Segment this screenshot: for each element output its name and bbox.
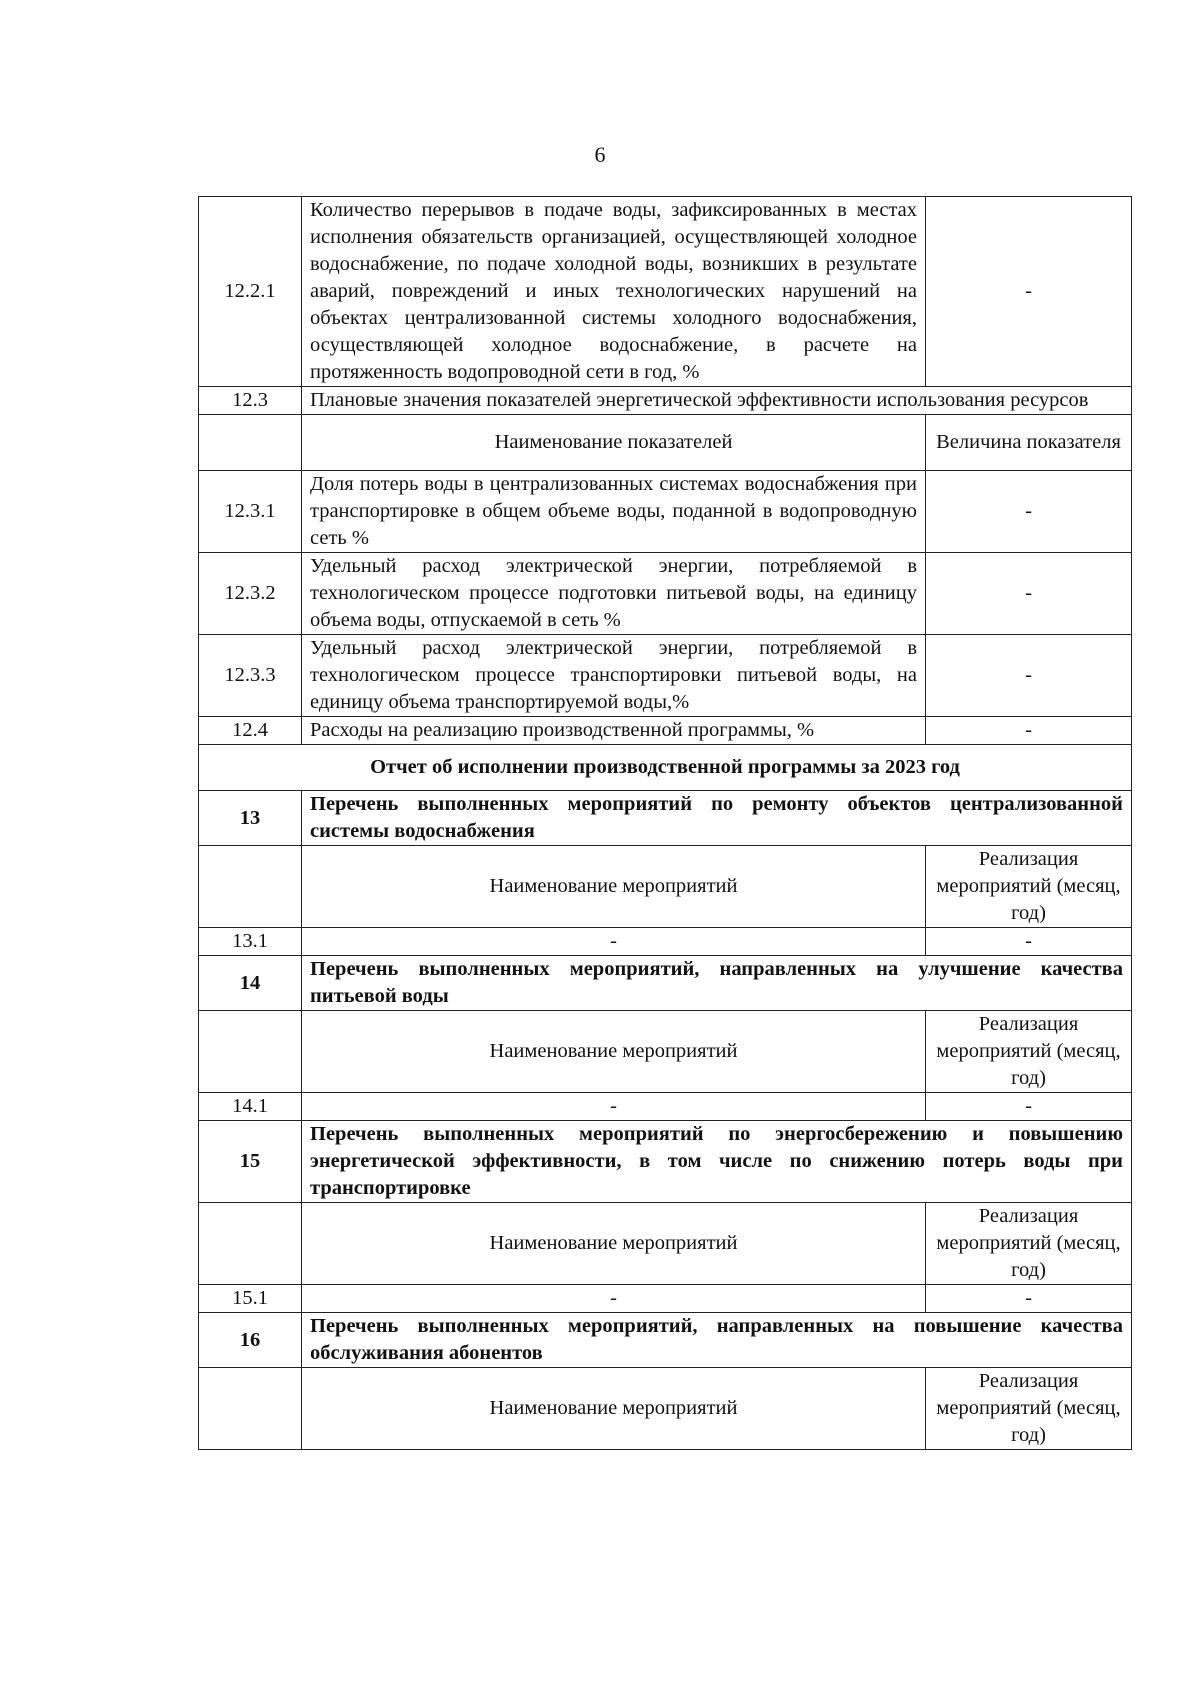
row-number: 12.3.3 xyxy=(199,635,302,717)
indicator-value: - xyxy=(926,635,1132,717)
indicator-value: - xyxy=(926,553,1132,635)
column-header-value: Реализация мероприятий (месяц, год) xyxy=(926,846,1132,928)
indicator-value: - xyxy=(926,471,1132,553)
section-13 xyxy=(199,791,1132,846)
row-12-2-1 xyxy=(199,197,1132,387)
page-number: 6 xyxy=(594,142,606,167)
section-title: Перечень выполненных мероприятий по энергосбережению и повышению энергетической эффективности, в том числе по снижению потерь воды при транспортировке xyxy=(302,1121,1132,1203)
column-header-value: Величина показателя xyxy=(926,415,1132,471)
row-12-3-1 xyxy=(199,471,1132,553)
empty-cell xyxy=(199,415,302,471)
section-number: 14 xyxy=(199,956,302,1011)
column-header-name: Наименование мероприятий xyxy=(302,846,926,928)
row-12-4 xyxy=(199,717,1132,745)
section-number: 13 xyxy=(199,791,302,846)
measure-name: - xyxy=(302,1285,926,1313)
measure-value: - xyxy=(926,1285,1132,1313)
section-title: Перечень выполненных мероприятий по ремонту объектов централизованной системы водоснабжения xyxy=(302,791,1132,846)
report-title: Отчет об исполнении производственной программы за 2023 год xyxy=(199,745,1132,791)
measure-value: - xyxy=(926,928,1132,956)
indicator-name: Расходы на реализацию производственной программы, % xyxy=(302,717,926,745)
indicator-name: Доля потерь воды в централизованных системах водоснабжения при транспортировке в общем объеме воды, поданной в водопроводную сеть % xyxy=(302,471,926,553)
row-number: 13.1 xyxy=(199,928,302,956)
column-header-value: Реализация мероприятий (месяц, год) xyxy=(926,1203,1132,1285)
row-12-3-3 xyxy=(199,635,1132,717)
report-title-row xyxy=(199,745,1132,791)
indicator-name: Удельный расход электрической энергии, потребляемой в технологическом процессе транспортировки питьевой воды, на единицу объема транспортируемой воды,% xyxy=(302,635,926,717)
section-15-header xyxy=(199,1203,1132,1285)
section-16 xyxy=(199,1313,1132,1368)
row-number: 12.3.1 xyxy=(199,471,302,553)
empty-cell xyxy=(199,1011,302,1093)
row-13-1 xyxy=(199,928,1132,956)
indicator-value: - xyxy=(926,717,1132,745)
measure-name: - xyxy=(302,928,926,956)
section-13-header xyxy=(199,846,1132,928)
row-number: 14.1 xyxy=(199,1093,302,1121)
section-title: Перечень выполненных мероприятий, направленных на повышение качества обслуживания абонентов xyxy=(302,1313,1132,1368)
section-15 xyxy=(199,1121,1132,1203)
column-header-name: Наименование мероприятий xyxy=(302,1011,926,1093)
empty-cell xyxy=(199,846,302,928)
empty-cell xyxy=(199,1368,302,1450)
section-number: 16 xyxy=(199,1313,302,1368)
row-14-1 xyxy=(199,1093,1132,1121)
section-14 xyxy=(199,956,1132,1011)
section-16-header xyxy=(199,1368,1132,1450)
row-number: 12.3.2 xyxy=(199,553,302,635)
row-number: 15.1 xyxy=(199,1285,302,1313)
row-15-1 xyxy=(199,1285,1132,1313)
measure-name: - xyxy=(302,1093,926,1121)
measure-value: - xyxy=(926,1093,1132,1121)
indicators-table xyxy=(198,196,1132,1450)
indicator-name: Количество перерывов в подаче воды, зафиксированных в местах исполнения обязательств организацией, осуществляющей холодное водоснабжение, по подаче холодной воды, возникших в результате аварий, повреждений и иных технологических нарушений на объектах централизованной системы холодного водоснабжения, осуществляющей холодное водоснабжение, в расчете на протяженность водопроводной сети в год, % xyxy=(302,197,926,387)
empty-cell xyxy=(199,1203,302,1285)
row-12-3 xyxy=(199,387,1132,415)
section-14-header xyxy=(199,1011,1132,1093)
section-number: 15 xyxy=(199,1121,302,1203)
column-header-name: Наименование мероприятий xyxy=(302,1368,926,1450)
indicator-value: - xyxy=(926,197,1132,387)
row-number: 12.3 xyxy=(199,387,302,415)
section-title: Перечень выполненных мероприятий, направленных на улучшение качества питьевой воды xyxy=(302,956,1132,1011)
column-header-name: Наименование мероприятий xyxy=(302,1203,926,1285)
indicator-name: Удельный расход электрической энергии, потребляемой в технологическом процессе подготовки питьевой воды, на единицу объема воды, отпускаемой в сеть % xyxy=(302,553,926,635)
column-header-value: Реализация мероприятий (месяц, год) xyxy=(926,1368,1132,1450)
column-header-name: Наименование показателей xyxy=(302,415,926,471)
row-number: 12.4 xyxy=(199,717,302,745)
row-12-3-header xyxy=(199,415,1132,471)
column-header-value: Реализация мероприятий (месяц, год) xyxy=(926,1011,1132,1093)
row-number: 12.2.1 xyxy=(199,197,302,387)
row-12-3-2 xyxy=(199,553,1132,635)
subsection-title: Плановые значения показателей энергетической эффективности использования ресурсов xyxy=(302,387,1132,415)
